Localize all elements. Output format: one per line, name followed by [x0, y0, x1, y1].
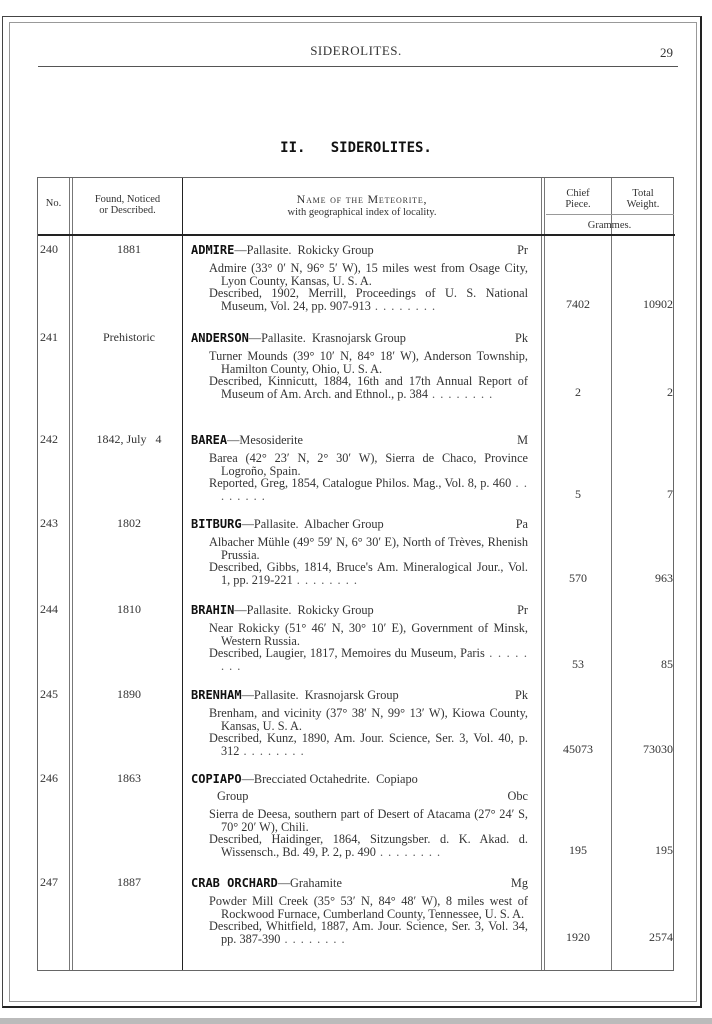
meteorite-entry: [191, 330, 528, 400]
reference-paragraph: [209, 287, 528, 312]
header-chief-line1: Chief: [566, 188, 590, 199]
chief-piece-weight: 5: [575, 487, 581, 501]
chief-piece-weight: 1920: [566, 930, 590, 944]
entry-title-line: [191, 432, 528, 449]
classification-code: Pk: [515, 331, 528, 345]
reference-paragraph: [209, 833, 528, 858]
entry-number: 244: [40, 602, 58, 616]
reference-text: Described, Kinnicutt, 1884, 16th and 17th Annual Report of Museum of Am. Arch. and Ethnol., p. 384: [209, 374, 528, 401]
locality-text: Powder Mill Creek (35° 53′ N, 84° 48′ W), 8 miles west of Rockwood Furnace, Cumberland County, Tennessee, U. S. A.: [209, 894, 528, 921]
classification-code: Pa: [515, 517, 528, 531]
entry-number: 247: [40, 875, 58, 889]
reference-text: Reported, Greg, 1854, Catalogue Philos. Mag., Vol. 8, p. 460: [209, 476, 512, 490]
leader-dots: . . . . . . . .: [221, 646, 528, 673]
chief-piece-weight: 45073: [563, 742, 593, 756]
header-bottom-rule: [38, 234, 675, 236]
reference-paragraph: [209, 732, 528, 757]
entry-number: 246: [40, 771, 58, 785]
entry-number: 245: [40, 687, 58, 701]
header-rule: [38, 66, 678, 67]
meteorite-type: —Pallasite. Krasnojarsk Group: [248, 331, 406, 345]
entry-number: 242: [40, 432, 58, 446]
chief-piece-weight: 7402: [566, 297, 590, 311]
meteorite-entry: [191, 875, 528, 945]
column-divider: [182, 178, 183, 970]
entry-description: [191, 808, 528, 858]
header-chief: [545, 188, 611, 210]
leader-dots: . . . . . . . .: [221, 476, 528, 503]
header-name-line2: with geographical index of locality.: [287, 207, 437, 218]
header-total-line2: Weight.: [626, 199, 660, 210]
found-date: 1887: [117, 875, 141, 889]
section-title: II. SIDEROLITES.: [280, 140, 432, 156]
meteorite-type: —Brecciated Octahedrite. Copiapo: [241, 772, 418, 786]
meteorite-name: COPIAPO: [191, 772, 242, 786]
found-date: 1810: [117, 602, 141, 616]
reference-text: Described, 1902, Merrill, Proceedings of U. S. National Museum, Vol. 24, pp. 907-913: [209, 286, 528, 313]
entry-title-line: [191, 516, 528, 533]
meteorite-type: —Grahamite: [277, 876, 342, 890]
classification-code: M: [517, 433, 528, 447]
found-date: 1881: [117, 242, 141, 256]
reference-text: Described, Laugier, 1817, Memoires du Museum, Paris: [209, 646, 485, 660]
reference-text: Described, Haidinger, 1864, Sitzungsber. d. K. Akad. d. Wissensch., Bd. 49, P. 2, p. 490: [209, 832, 528, 859]
found-date: 1842, July 4: [96, 432, 162, 446]
grammes-rule: [546, 214, 674, 215]
header-name: [183, 192, 541, 220]
reference-paragraph: [209, 647, 528, 672]
leader-dots: . . . . . . . .: [239, 743, 305, 758]
classification-code: Mg: [510, 876, 528, 890]
total-weight: 963: [655, 571, 673, 585]
meteorite-entry: [191, 432, 528, 502]
classification-code: Pk: [515, 688, 528, 702]
scan-bottom-edge: [0, 1018, 712, 1024]
total-weight: 2: [667, 385, 673, 399]
header-name-line1: Name of the Meteorite,: [296, 192, 428, 206]
locality-text: Turner Mounds (39° 10′ N, 84° 18′ W), Anderson Township, Hamilton County, Ohio, U. S. A.: [209, 349, 528, 376]
reference-paragraph: [209, 920, 528, 945]
leader-dots: . . . . . . . .: [292, 572, 358, 587]
chief-piece-weight: 53: [572, 657, 584, 671]
leader-dots: . . . . . . . .: [280, 931, 346, 946]
column-divider: [72, 178, 73, 970]
total-weight: 2574: [649, 930, 673, 944]
classification-code: Obc: [507, 789, 528, 803]
entry-title-line: [191, 771, 528, 788]
column-divider: [544, 178, 545, 970]
header-found: [73, 194, 182, 216]
page-number: 29: [660, 45, 673, 60]
entry-title-line: [191, 330, 528, 347]
entry-title-line: [191, 875, 528, 892]
meteorite-type: —Mesosiderite: [227, 433, 303, 447]
meteorite-type-continued: Group: [217, 789, 249, 803]
total-weight: 73030: [643, 742, 673, 756]
total-weight: 7: [667, 487, 673, 501]
entry-description: [191, 707, 528, 757]
meteorite-name: CRAB ORCHARD: [191, 876, 278, 890]
column-divider: [541, 178, 542, 970]
classification-code: Pr: [517, 243, 528, 257]
header-chief-line2: Piece.: [565, 199, 591, 210]
chief-piece-weight: 2: [575, 385, 581, 399]
meteorite-name: BAREA: [191, 433, 228, 447]
meteorite-type: —Pallasite. Albacher Group: [241, 517, 384, 531]
entry-description: [191, 262, 528, 312]
header-unit: Grammes.: [587, 220, 632, 231]
locality-text: Barea (42° 23′ N, 2° 30′ W), Sierra de Chaco, Province Logroño, Spain.: [209, 451, 528, 478]
chief-piece-weight: 195: [569, 843, 587, 857]
header-no: No.: [45, 198, 62, 209]
locality-text: Albacher Mühle (49° 59′ N, 6° 30′ E), North of Trèves, Rhenish Prussia.: [209, 535, 528, 562]
entry-description: [191, 895, 528, 945]
locality-text: Near Rokicky (51° 46′ N, 30° 10′ E), Government of Minsk, Western Russia.: [209, 621, 528, 648]
entry-title-line: [191, 687, 528, 704]
header-total-line1: Total: [632, 188, 654, 199]
entry-description: [191, 350, 528, 400]
entry-description: [191, 622, 528, 672]
meteorite-type: —Pallasite. Rokicky Group: [234, 243, 374, 257]
entry-number: 240: [40, 242, 58, 256]
meteorite-name: ADMIRE: [191, 243, 235, 257]
header-total: [612, 188, 674, 210]
total-weight: 195: [655, 843, 673, 857]
locality-text: Admire (33° 0′ N, 96° 5′ W), 15 miles west from Osage City, Lyon County, Kansas, U. S. A.: [209, 261, 528, 288]
total-weight: 10902: [643, 297, 673, 311]
header-found-line2: or Described.: [99, 205, 156, 216]
leader-dots: . . . . . . . .: [370, 298, 437, 313]
header-found-line1: Found, Noticed: [94, 194, 161, 205]
reference-text: Described, Kunz, 1890, Am. Jour. Science, Ser. 3, Vol. 40, p. 312: [209, 731, 528, 758]
chief-piece-weight: 570: [569, 571, 587, 585]
meteorite-table: [37, 177, 674, 971]
leader-dots: . . . . . . . .: [427, 386, 494, 401]
entry-number: 243: [40, 516, 58, 530]
meteorite-type: —Pallasite. Rokicky Group: [234, 603, 374, 617]
locality-text: Sierra de Deesa, southern part of Desert of Atacama (27° 24′ S, 70° 20′ W), Chili.: [209, 807, 528, 834]
column-divider: [69, 178, 70, 970]
meteorite-name: BRENHAM: [191, 688, 242, 702]
reference-text: Described, Whitfield, 1887, Am. Jour. Science, Ser. 3, Vol. 34, pp. 387-390: [209, 919, 528, 946]
entry-title-line: [191, 602, 528, 619]
reference-paragraph: [209, 375, 528, 400]
reference-paragraph: [209, 477, 528, 502]
meteorite-type: —Pallasite. Krasnojarsk Group: [241, 688, 399, 702]
total-weight: 85: [661, 657, 673, 671]
reference-text: Described, Gibbs, 1814, Bruce's Am. Mineralogical Jour., Vol. 1, pp. 219-221: [209, 560, 528, 587]
meteorite-name: ANDERSON: [191, 331, 249, 345]
meteorite-entry: [191, 242, 528, 312]
entry-title-continuation: [191, 788, 528, 805]
locality-text: Brenham, and vicinity (37° 38′ N, 99° 13′ W), Kiowa County, Kansas, U. S. A.: [209, 706, 528, 733]
meteorite-name: BRAHIN: [191, 603, 235, 617]
meteorite-entry: [191, 516, 528, 586]
entry-number: 241: [40, 330, 58, 344]
meteorite-entry: [191, 687, 528, 757]
leader-dots: . . . . . . . .: [375, 844, 442, 859]
found-date: Prehistoric: [103, 330, 155, 344]
entry-title-line: [191, 242, 528, 259]
meteorite-entry: [191, 602, 528, 672]
meteorite-entry: [191, 771, 528, 858]
running-head: SIDEROLITES.: [310, 43, 402, 58]
entry-description: [191, 536, 528, 586]
found-date: 1802: [117, 516, 141, 530]
reference-paragraph: [209, 561, 528, 586]
found-date: 1890: [117, 687, 141, 701]
meteorite-name: BITBURG: [191, 517, 242, 531]
found-date: 1863: [117, 771, 141, 785]
entry-description: [191, 452, 528, 502]
classification-code: Pr: [517, 603, 528, 617]
